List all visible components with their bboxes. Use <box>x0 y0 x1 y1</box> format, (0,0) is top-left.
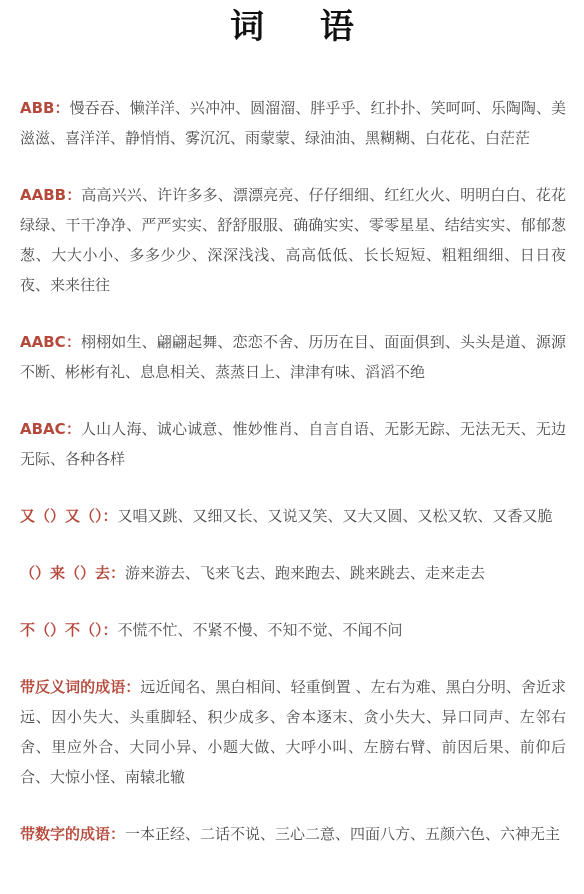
section-label: 带数字的成语： <box>20 825 126 843</box>
section-lai-qu <box>20 558 566 588</box>
section-text: 远近闻名、黑白相间、轻重倒置 、左右为难、黑白分明、舍近求远、因小失大、头重脚轻、积少成多、舍本逐末、贪小失大、异口同声、左邻右舍、里应外合、大同小异、小题大做、大呼小叫、左膀右臂、前因后果、前仰后合、大惊小怪、南辕北辙 <box>20 678 566 786</box>
section-text: 游来游去、飞来飞去、跑来跑去、跳来跳去、走来走去 <box>125 564 486 582</box>
word-sections <box>0 93 584 849</box>
section-text: 又唱又跳、又细又长、又说又笑、又大又圆、又松又软、又香又脆 <box>117 507 553 525</box>
section-you-you <box>20 501 566 531</box>
section-abac <box>20 414 566 474</box>
section-text: 栩栩如生、翩翩起舞、恋恋不舍、历历在目、面面俱到、头头是道、源源不断、彬彬有礼、息息相关、蒸蒸日上、津津有味、滔滔不绝 <box>20 333 566 381</box>
section-label: 带反义词的成语： <box>20 678 141 696</box>
section-label: 又（）又（）： <box>20 507 118 525</box>
section-text: 不慌不忙、不紧不慢、不知不觉、不闻不问 <box>117 621 403 639</box>
section-text: 高高兴兴、许许多多、漂漂亮亮、仔仔细细、红红火火、明明白白、花花绿绿、干干净净、严严实实、舒舒服服、确确实实、零零星星、结结实实、郁郁葱葱、大大小小、多多少少、深深浅浅、高高低低、长长短短、粗粗细细、日日夜夜、来来往往 <box>20 186 566 294</box>
page-title: 词 语 <box>230 7 376 47</box>
section-bu-bu <box>20 615 566 645</box>
section-text: 一本正经、二话不说、三心二意、四面八方、五颜六色、六神无主 <box>125 825 561 843</box>
section-text: 人山人海、诚心诚意、惟妙惟肖、自言自语、无影无踪、无法无天、无边无际、各种各样 <box>20 420 566 468</box>
section-label: AABB： <box>20 186 82 204</box>
section-label: ABB： <box>20 99 70 117</box>
section-label: AABC： <box>20 333 81 351</box>
section-aabc <box>20 327 566 387</box>
section-abb <box>20 93 566 153</box>
section-label: （）来（）去： <box>20 564 126 582</box>
section-number-idioms <box>20 819 566 849</box>
section-label: ABAC： <box>20 420 81 438</box>
section-aabb <box>20 180 566 300</box>
section-antonym-idioms <box>20 672 566 792</box>
section-label: 不（）不（）： <box>20 621 118 639</box>
section-text: 慢吞吞、懒洋洋、兴冲冲、圆溜溜、胖乎乎、红扑扑、笑呵呵、乐陶陶、美滋滋、喜洋洋、静悄悄、雾沉沉、雨蒙蒙、绿油油、黑糊糊、白花花、白茫茫 <box>20 99 566 147</box>
